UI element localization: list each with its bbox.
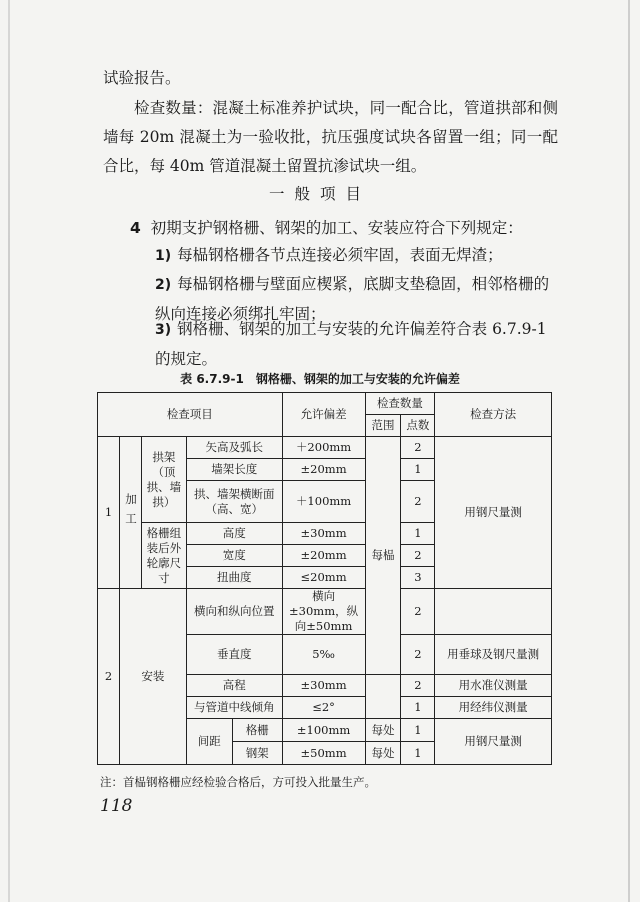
header-points: 点数	[401, 415, 435, 437]
subgroup-arch: 拱架（顶拱、墙拱）	[141, 437, 186, 523]
cell-tolerance: ±30mm	[282, 523, 365, 545]
cell-spacing-label: 间距	[186, 719, 232, 765]
cell-item: 墙架长度	[186, 459, 282, 481]
cell-item: 扭曲度	[186, 567, 282, 589]
header-item: 检查项目	[98, 393, 283, 437]
cell-item: 与管道中线倾角	[186, 697, 282, 719]
paragraph-test-report: 试验报告。	[103, 69, 181, 87]
tolerance-table	[97, 392, 552, 765]
cell-tolerance: ±20mm	[282, 545, 365, 567]
cell-points: 1	[401, 742, 435, 765]
cell-points: 2	[401, 635, 435, 675]
sub-item-text: 钢格栅、钢架的加工与安装的允许偏差符合表 6.7.9-1 的规定。	[155, 320, 547, 368]
cell-scope: 每处	[365, 742, 401, 765]
cell-points: 1	[401, 719, 435, 742]
item-4	[130, 214, 560, 243]
page-edge-left	[8, 0, 10, 902]
item-number: 4	[130, 219, 141, 237]
cell-item: 横向和纵向位置	[186, 589, 282, 635]
cell-tolerance: ≤2°	[282, 697, 365, 719]
cell-item: 垂直度	[186, 635, 282, 675]
header-method: 检查方法	[435, 393, 552, 437]
table-note: 注：首榀钢格栅应经检验合格后，方可投入批量生产。	[100, 775, 376, 789]
cell-tolerance: ±20mm	[282, 459, 365, 481]
group-name: 安装	[119, 589, 186, 765]
table-caption: 表 6.7.9-1 钢格栅、钢架的加工与安装的允许偏差	[180, 372, 460, 386]
cell-method: 用经纬仪测量	[435, 697, 552, 719]
cell-item: 矢高及弧长	[186, 437, 282, 459]
sub-item-text: 每榀钢格栅与壁面应楔紧，底脚支垫稳固，相邻格栅的纵向连接必须绑扎牢固；	[155, 275, 550, 323]
cell-item: 高度	[186, 523, 282, 545]
table-header-row	[98, 393, 552, 415]
paragraph-inspection-quantity: 检查数量：混凝土标准养护试块，同一配合比，管道拱部和侧墙每 20m 混凝土为一验收批，抗压强度试块各留置一组；同一配合比，每 40m 管道混凝土留置抗渗试块一组。	[103, 99, 558, 175]
sub-item-text: 每榀钢格栅各节点连接必须牢固，表面无焊渣；	[177, 246, 503, 264]
sub-item-number: 2)	[155, 277, 172, 293]
header-tolerance: 允许偏差	[282, 393, 365, 437]
group-name: 加工	[119, 437, 141, 589]
sub-item-number: 1)	[155, 248, 172, 264]
header-quantity: 检查数量	[365, 393, 435, 415]
cell-points: 1	[401, 697, 435, 719]
cell-tolerance: ＋200mm	[282, 437, 365, 459]
cell-tolerance: ≤20mm	[282, 567, 365, 589]
item-text: 初期支护钢格栅、钢架的加工、安装应符合下列规定：	[150, 219, 523, 237]
cell-points: 1	[401, 459, 435, 481]
sub-item-3	[155, 315, 555, 374]
cell-method: 用水准仪测量	[435, 675, 552, 697]
cell-item: 钢架	[232, 742, 282, 765]
cell-tolerance: ±100mm	[282, 719, 365, 742]
cell-item: 宽度	[186, 545, 282, 567]
cell-method: 用钢尺量测	[435, 437, 552, 589]
cell-tolerance: 5‰	[282, 635, 365, 675]
cell-item: 格栅	[232, 719, 282, 742]
section-title: 一般项目	[268, 185, 371, 203]
header-scope: 范围	[365, 415, 401, 437]
cell-points: 1	[401, 523, 435, 545]
cell-method	[435, 589, 552, 635]
cell-scope	[365, 675, 401, 719]
cell-points: 2	[401, 437, 435, 459]
page-number: 118	[100, 796, 133, 816]
group-number: 1	[98, 437, 120, 589]
cell-scope: 每榀	[365, 437, 401, 675]
cell-scope: 每处	[365, 719, 401, 742]
group-number: 2	[98, 589, 120, 765]
cell-tolerance: ±50mm	[282, 742, 365, 765]
table-row	[98, 589, 552, 635]
cell-item: 高程	[186, 675, 282, 697]
cell-method: 用钢尺量测	[435, 719, 552, 765]
cell-method: 用垂球及钢尺量测	[435, 635, 552, 675]
cell-points: 2	[401, 589, 435, 635]
subgroup-grid: 格栅组装后外轮廓尺寸	[141, 523, 186, 589]
table-row	[98, 437, 552, 459]
cell-tolerance: ＋100mm	[282, 481, 365, 523]
cell-item: 拱、墙架横断面（高、宽）	[186, 481, 282, 523]
cell-tolerance: 横向±30mm，纵向±50mm	[282, 589, 365, 635]
cell-points: 2	[401, 675, 435, 697]
cell-points: 2	[401, 481, 435, 523]
cell-tolerance: ±30mm	[282, 675, 365, 697]
page-edge-right	[628, 0, 630, 902]
sub-item-number: 3)	[155, 322, 172, 338]
cell-points: 2	[401, 545, 435, 567]
sub-item-1	[155, 241, 555, 271]
cell-points: 3	[401, 567, 435, 589]
